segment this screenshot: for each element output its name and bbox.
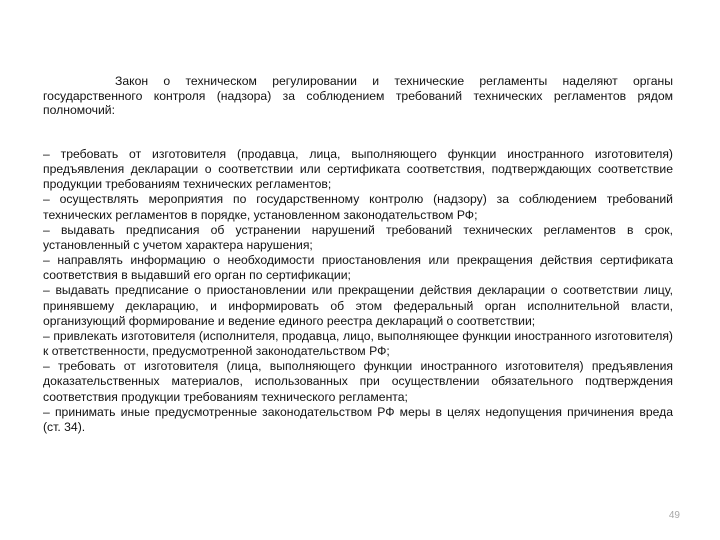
power-item-1: – требовать от изготовителя (продавца, лица, выполняющего функции иностранного изготовителя) предъявления декларации о соответствии или сертификата соответствия, подтверждающих соответствие продукции требованиям технических регламентов; <box>43 147 673 192</box>
power-item-6: – привлекать изготовителя (исполнителя, продавца, лицо, выполняющее функции иностранного изготовителя) к ответственности, предусмотренной законодательством РФ; <box>43 328 673 359</box>
powers-list <box>43 147 673 435</box>
page-number: 49 <box>668 510 680 521</box>
power-item-5: – выдавать предписание о приостановлении или прекращении действия декларации о соответствии лицу, принявшему декларацию, и информировать об этом федеральный орган исполнительной власти, организующий формирование и ведение единого реестра деклараций о соответствии; <box>43 283 673 328</box>
intro-text: Закон о техническом регулировании и технические регламенты наделяют органы государственного контроля (надзора) за соблюдением требований технических регламентов рядом полномочий: <box>43 74 673 118</box>
power-item-3: – выдавать предписания об устранении нарушений требований технических регламентов в срок, установленный с учетом характера нарушения; <box>43 222 673 252</box>
power-item-8: – принимать иные предусмотренные законодательством РФ меры в целях недопущения причинения вреда (ст. 34). <box>43 404 673 434</box>
power-item-7: – требовать от изготовителя (лица, выполняющего функции иностранного изготовителя) предъявления доказательственных материалов, использованных при осуществлении обязательного подтверждения соответствия продукции требованиям технического регламента; <box>43 359 673 404</box>
intro-paragraph <box>43 74 673 118</box>
power-item-4: – направлять информацию о необходимости приостановления или прекращения действия сертификата соответствия в выдавший его орган по сертификации; <box>43 253 673 283</box>
power-item-2: – осуществлять мероприятия по государственному контролю (надзору) за соблюдением требований технических регламентов в порядке, установленном законодательством РФ; <box>43 192 673 222</box>
